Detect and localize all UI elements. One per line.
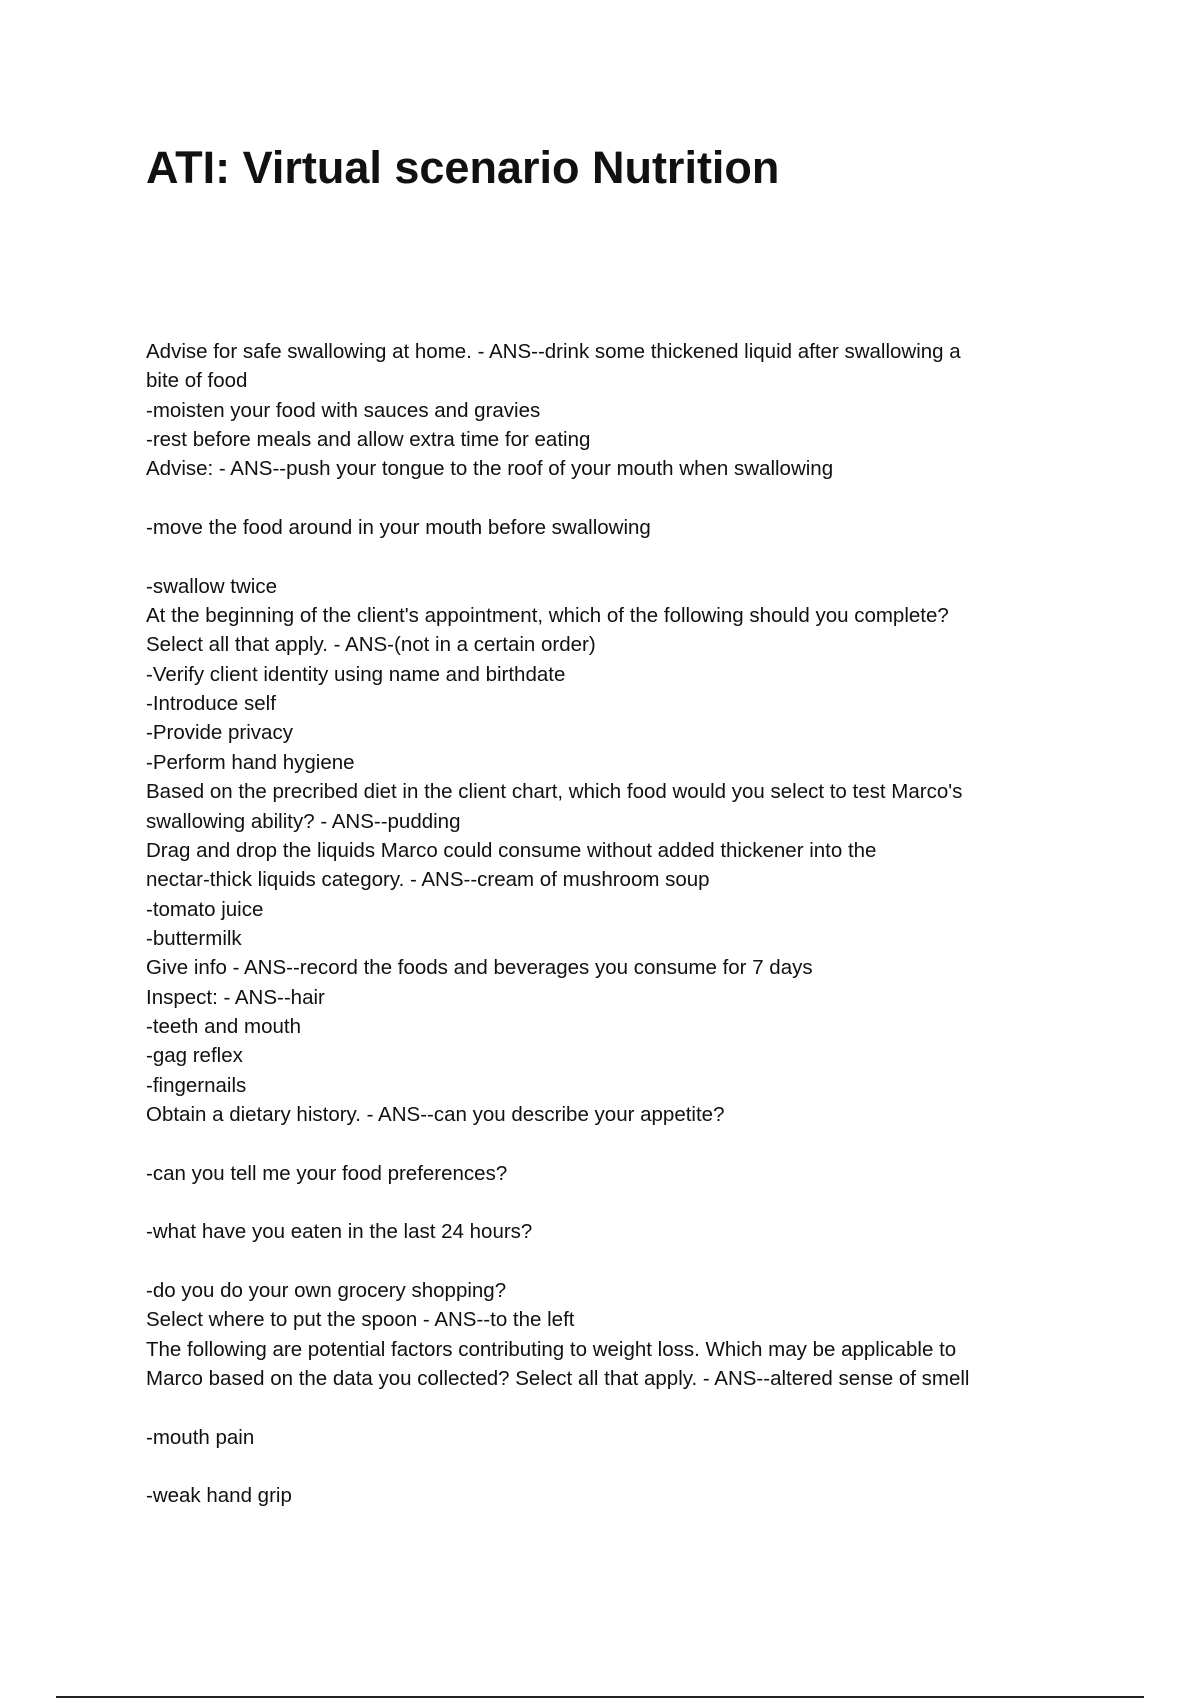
footer-divider (56, 1696, 1144, 1698)
text-line: bite of food (146, 369, 248, 393)
blank-line (146, 484, 1066, 513)
text-line: -do you do your own grocery shopping? (146, 1279, 507, 1302)
text-line: Inspect: - ANS--hair (146, 985, 325, 1009)
text-line: -can you tell me your food preferences? (146, 1161, 508, 1185)
page-title: ATI: Virtual scenario Nutrition (146, 142, 780, 193)
document-body (146, 337, 1066, 1511)
text-line: Give info - ANS--record the foods and beverages you consume for 7 days (146, 956, 813, 980)
text-line: nectar-thick liquids category. - ANS--cream of mushroom soup (146, 868, 710, 892)
blank-line (146, 1129, 1066, 1158)
text-line: -Introduce self (146, 692, 276, 716)
text-line: Marco based on the data you collected? Select all that apply. - ANS--altered sense of smell (146, 1367, 970, 1391)
text-line: -swallow twice (146, 574, 277, 598)
text-line: -Provide privacy (146, 721, 293, 745)
blank-line (146, 1393, 1066, 1422)
text-line: -mouth pain (146, 1425, 255, 1449)
text-line: Advise for safe swallowing at home. - ANS--drink some thickened liquid after swallowing a (146, 340, 961, 363)
blank-line (146, 1188, 1066, 1217)
text-line: Select all that apply. - ANS-(not in a certain order) (146, 633, 596, 657)
blank-line (146, 542, 1066, 571)
text-line: Advise: - ANS--push your tongue to the roof of your mouth when swallowing (146, 457, 834, 481)
text-line: -move the food around in your mouth before swallowing (146, 516, 651, 540)
text-line: -fingernails (146, 1073, 247, 1097)
blank-line (146, 1452, 1066, 1481)
blank-line (146, 1247, 1066, 1276)
text-line: swallowing ability? - ANS--pudding (146, 809, 461, 833)
text-line: -weak hand grip (146, 1484, 292, 1508)
text-line: -teeth and mouth (146, 1014, 301, 1038)
text-line: The following are potential factors contributing to weight loss. Which may be applicable to (146, 1337, 957, 1361)
text-line: -moisten your food with sauces and gravies (146, 398, 541, 422)
text-line: -Verify client identity using name and birthdate (146, 662, 566, 686)
text-line: Based on the precribed diet in the client chart, which food would you select to test Marco's (146, 780, 963, 804)
text-line: -tomato juice (146, 897, 264, 921)
text-line: -Perform hand hygiene (146, 750, 355, 774)
text-line: At the beginning of the client's appointment, which of the following should you complete? (146, 604, 949, 628)
text-line: -rest before meals and allow extra time for eating (146, 428, 591, 452)
text-line: -buttermilk (146, 926, 242, 950)
text-line: Obtain a dietary history. - ANS--can you describe your appetite? (146, 1102, 725, 1126)
text-line: Drag and drop the liquids Marco could consume without added thickener into the (146, 838, 877, 862)
text-line: Select where to put the spoon - ANS--to the left (146, 1308, 575, 1332)
text-line: -what have you eaten in the last 24 hours? (146, 1220, 533, 1244)
text-line: -gag reflex (146, 1044, 243, 1068)
